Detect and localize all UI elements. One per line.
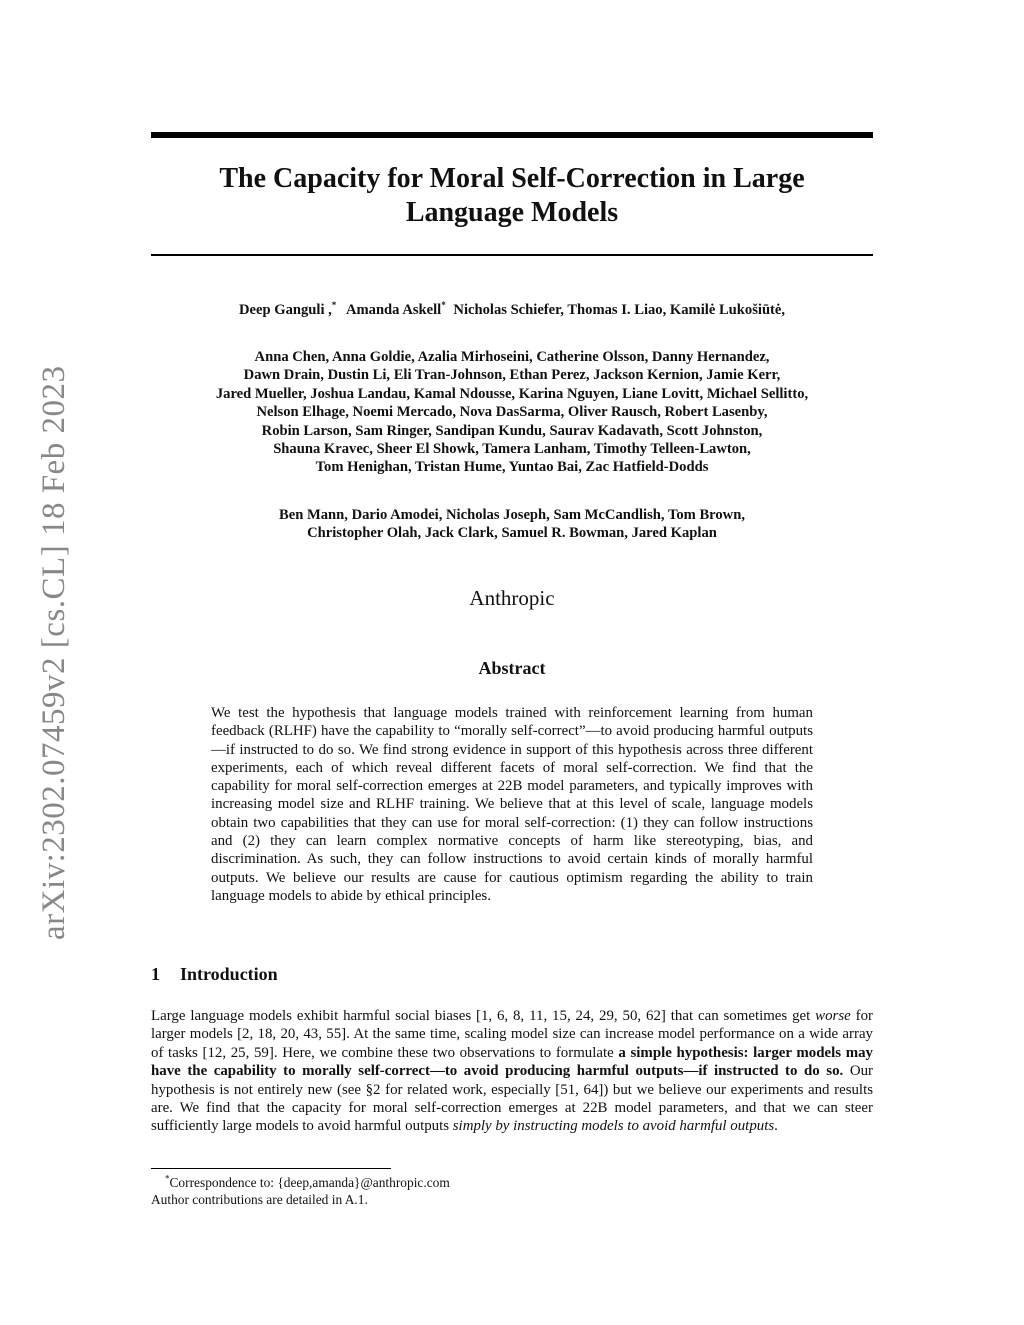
paper-title [151, 162, 873, 230]
author-list-rest: Nicholas Schiefer, Thomas I. Liao, Kamilė Lukošiūtė, [453, 302, 786, 318]
author-amanda-askell: Amanda Askell [345, 302, 442, 318]
author-separator: , [324, 302, 332, 318]
intro-text: Large language models exhibit harmful social biases [1, 6, 8, 11, 15, 24, 29, 50, 62] that can sometimes get [151, 1008, 816, 1024]
corresponding-mark: * [441, 300, 446, 311]
title-bottom-rule [151, 254, 873, 256]
author-line: Tom Henighan, Tristan Hume, Yuntao Bai, Zac Hatfield-Dodds [315, 459, 709, 476]
author-line: Anna Chen, Anna Goldie, Azalia Mirhoseini, Catherine Olsson, Danny Hernandez, [254, 349, 770, 365]
author-deep-ganguli: Deep Ganguli [238, 302, 325, 318]
title-top-rule [151, 132, 873, 138]
author-line: Jared Mueller, Joshua Landau, Kamal Ndousse, Karina Nguyen, Liane Lovitt, Michael Sellitto, [215, 385, 809, 402]
author-line: Ben Mann, Dario Amodei, Nicholas Joseph, Sam McCandlish, Tom Brown, [279, 507, 745, 523]
intro-hypothesis: a simple hypothesis: larger models may have the capability to morally self-correct—to avoid producing harmful outputs—if instructed to do so. [151, 1044, 874, 1080]
section-heading-introduction [151, 964, 278, 985]
corresponding-mark: * [331, 300, 337, 311]
correspondence-text: Correspondence to: {deep,amanda}@anthropic.com [169, 1175, 450, 1190]
section-title: Introduction [180, 964, 278, 984]
author-line-first [140, 301, 884, 319]
footnotes [151, 1174, 450, 1208]
introduction-paragraph [151, 1007, 873, 1136]
section-number: 1 [151, 964, 160, 984]
author-line: Nelson Elhage, Noemi Mercado, Nova DasSarma, Oliver Rausch, Robert Lasenby, [256, 404, 768, 421]
author-line: Christopher Olah, Jack Clark, Samuel R. Bowman, Jared Kaplan [307, 525, 717, 542]
footnote-mark: * [165, 1173, 170, 1184]
author-line [239, 302, 785, 318]
intro-text: Our hypothesis is not entirely new (see §2 for related work, especially [51, 64]) but we believe our experiments and results are. We find that the capacity for moral self-correction emerges at 22B model parameters, and that we can steer sufficiently large models to avoid harmful outputs [151, 1063, 873, 1135]
author-line: Dawn Drain, Dustin Li, Eli Tran-Johnson, Ethan Perez, Jackson Kernion, Jamie Kerr, [243, 367, 781, 384]
abstract-heading: Abstract [478, 658, 546, 678]
intro-text: . [774, 1118, 778, 1135]
intro-text: for larger models [2, 18, 20, 43, 55]. At the same time, scaling model size can increase model performance on a wide array of tasks [12, 25, 59]. Here, we combine these two observations to formulate [151, 1008, 873, 1061]
intro-emphasis: worse [815, 1008, 851, 1024]
footnote-rule [151, 1168, 391, 1169]
title-line: The Capacity for Moral Self-Correction in Large [219, 163, 805, 194]
abstract-text: We test the hypothesis that language models trained with reinforcement learning from human feedback (RLHF) have the capability to “morally self-correct”—to avoid producing harmful outputs—if instructed to do so. We find strong evidence in support of this hypothesis across three different experiments, each of which reveal different facets of moral self-correction. We find that the capability for moral self-correction emerges at 22B model parameters, and typically improves with increasing model size and RLHF training. We believe that at this level of scale, language models obtain two capabilities that they can use for moral self-correction: (1) they can follow instructions and (2) they can learn complex normative concepts of harm like stereotyping, bias, and discrimination. As such, they can follow instructions to avoid certain kinds of morally harmful outputs. We believe our results are cause for cautious optimism regarding the ability to train language models to abide by ethical principles. [211, 705, 813, 904]
title-line: Language Models [405, 197, 619, 228]
footnote-correspondence [151, 1174, 450, 1191]
intro-emphasis: simply by instructing models to avoid harmful outputs [452, 1118, 775, 1135]
arxiv-identifier: arXiv:2302.07459v2 [cs.CL] 18 Feb 2023 [36, 365, 72, 940]
footnote-contributions: Author contributions are detailed in A.1. [151, 1192, 368, 1207]
author-block-senior [140, 506, 884, 543]
affiliation: Anthropic [469, 586, 555, 610]
author-line: Shauna Kravec, Sheer El Showk, Tamera Lanham, Timothy Telleen-Lawton, [273, 441, 751, 458]
author-block-main [140, 348, 884, 477]
author-line: Robin Larson, Sam Ringer, Sandipan Kundu, Saurav Kadavath, Scott Johnston, [261, 422, 763, 439]
